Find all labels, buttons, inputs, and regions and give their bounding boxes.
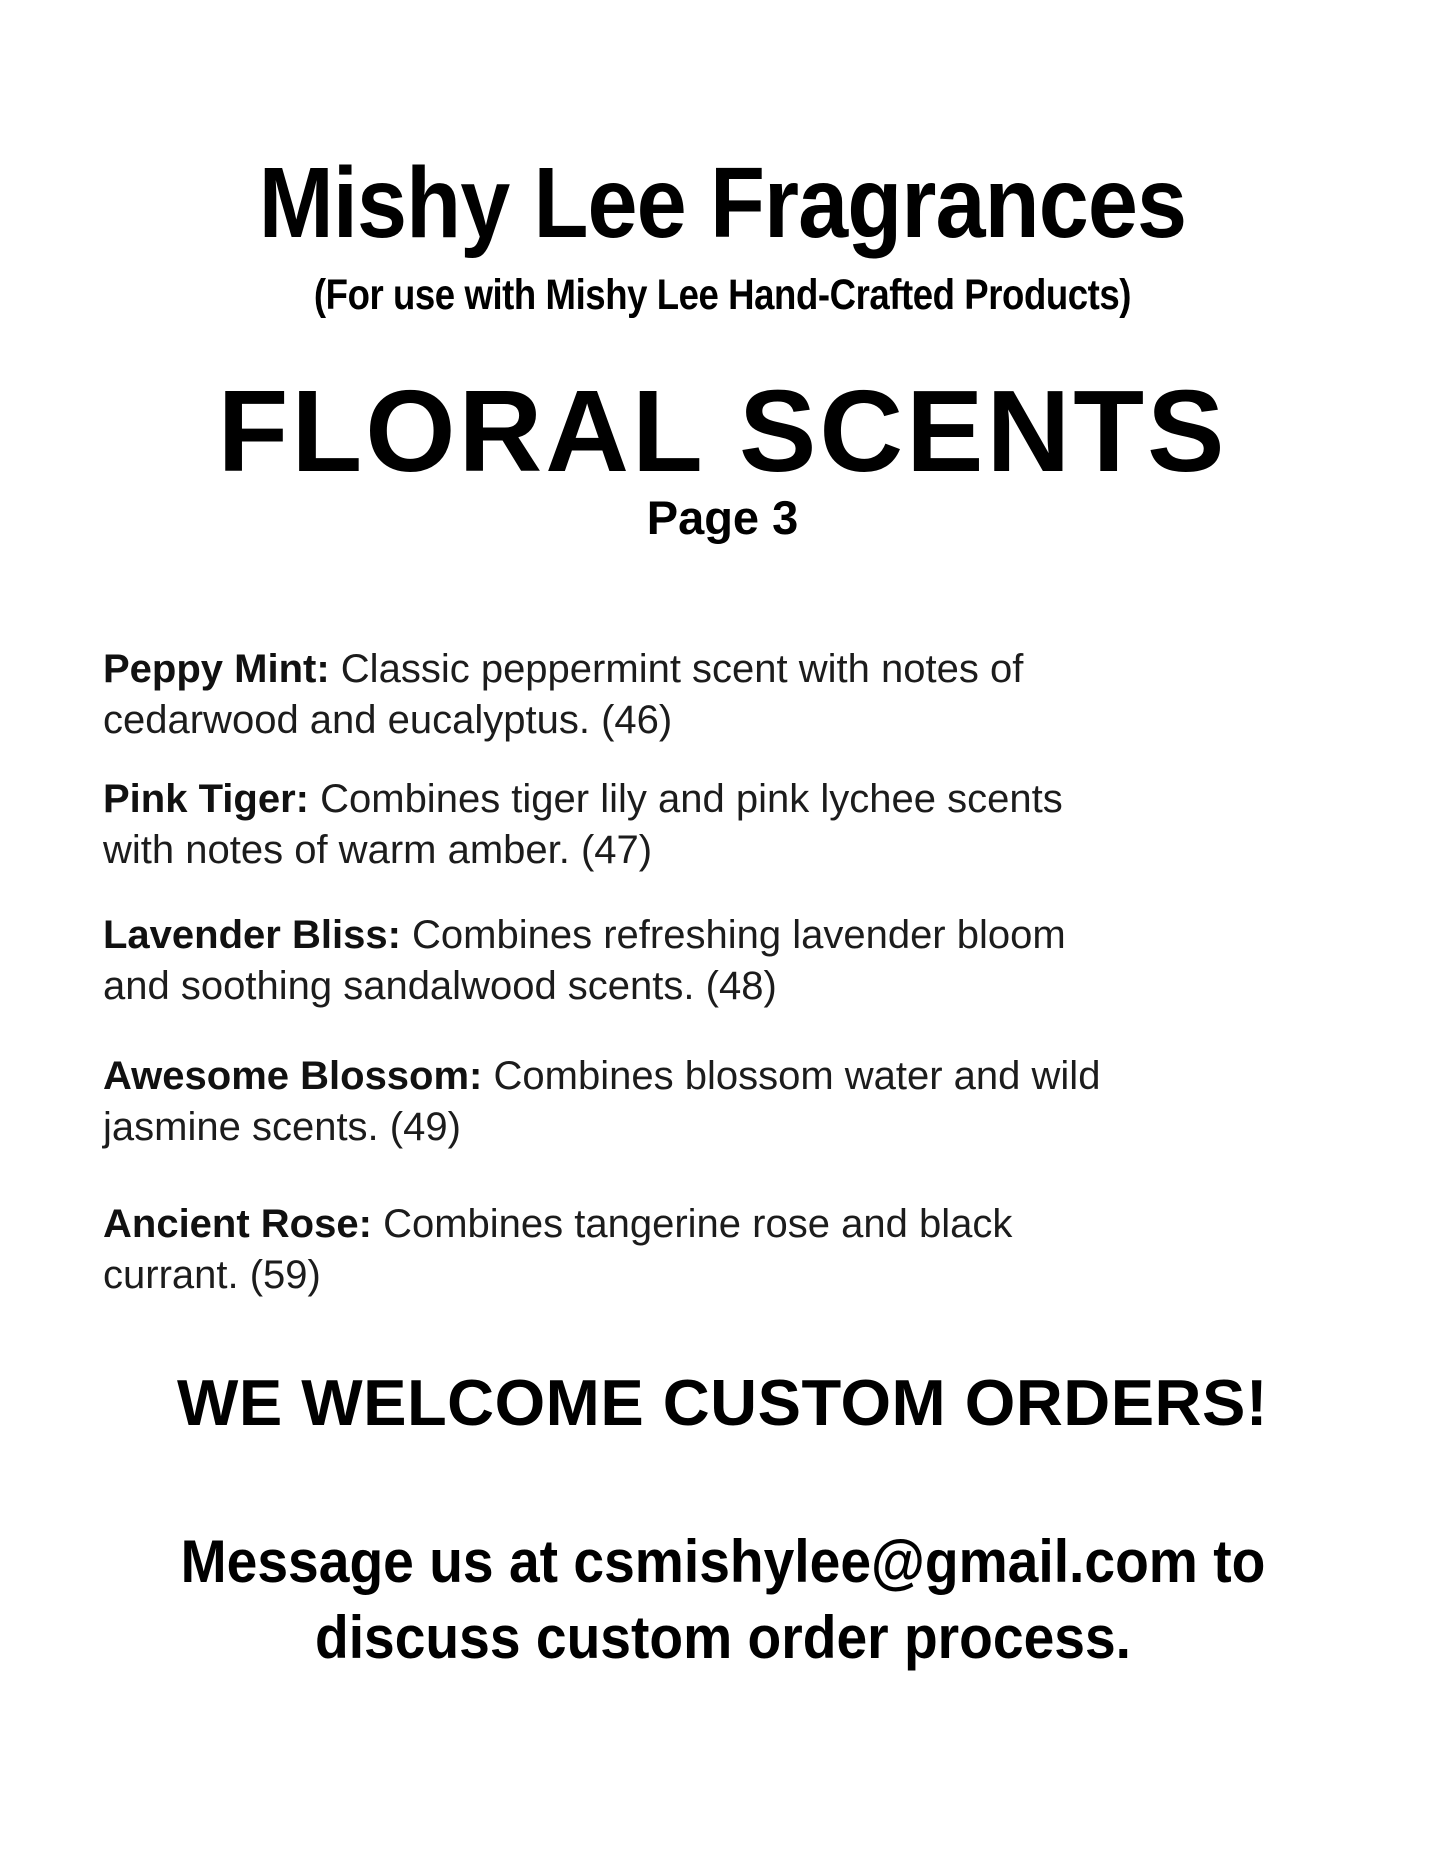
- scent-name: Awesome Blossom:: [103, 1054, 483, 1098]
- scent-item-ancient-rose: [103, 1199, 1113, 1301]
- scent-item-peppy-mint: [103, 644, 1113, 746]
- brand-title: Mishy Lee Fragrances: [258, 147, 1187, 259]
- contact-email: csmishylee@gmail.com: [572, 1528, 1198, 1595]
- scent-name: Peppy Mint:: [103, 647, 330, 691]
- scent-item-awesome-blossom: [103, 1051, 1113, 1153]
- contact-message-prefix: Message us at: [180, 1528, 558, 1595]
- scent-description: Combines blossom water and wild jasmine scents. (49): [103, 1054, 1101, 1149]
- page-number-label: Page 3: [646, 491, 799, 544]
- scent-description: Combines refreshing lavender bloom and soothing sandalwood scents. (48): [103, 913, 1066, 1008]
- contact-message-suffix: to discuss custom order process.: [314, 1528, 1265, 1671]
- section-heading: FLORAL SCENTS: [217, 366, 1228, 496]
- scent-item-pink-tiger: [103, 774, 1113, 876]
- scent-name: Lavender Bliss:: [103, 913, 401, 957]
- brand-subtitle: (For use with Mishy Lee Hand-Crafted Products): [313, 271, 1132, 319]
- scent-name: Pink Tiger:: [103, 777, 309, 821]
- scent-name: Ancient Rose:: [103, 1202, 372, 1246]
- scent-item-lavender-bliss: [103, 910, 1113, 1012]
- scent-description: Combines tangerine rose and black currant. (59): [103, 1202, 1013, 1297]
- contact-message: [148, 1524, 1298, 1676]
- scent-description: Classic peppermint scent with notes of cedarwood and eucalyptus. (46): [103, 647, 1024, 742]
- custom-orders-heading: WE WELCOME CUSTOM ORDERS!: [177, 1366, 1268, 1439]
- scent-description: Combines tiger lily and pink lychee scents with notes of warm amber. (47): [103, 777, 1063, 872]
